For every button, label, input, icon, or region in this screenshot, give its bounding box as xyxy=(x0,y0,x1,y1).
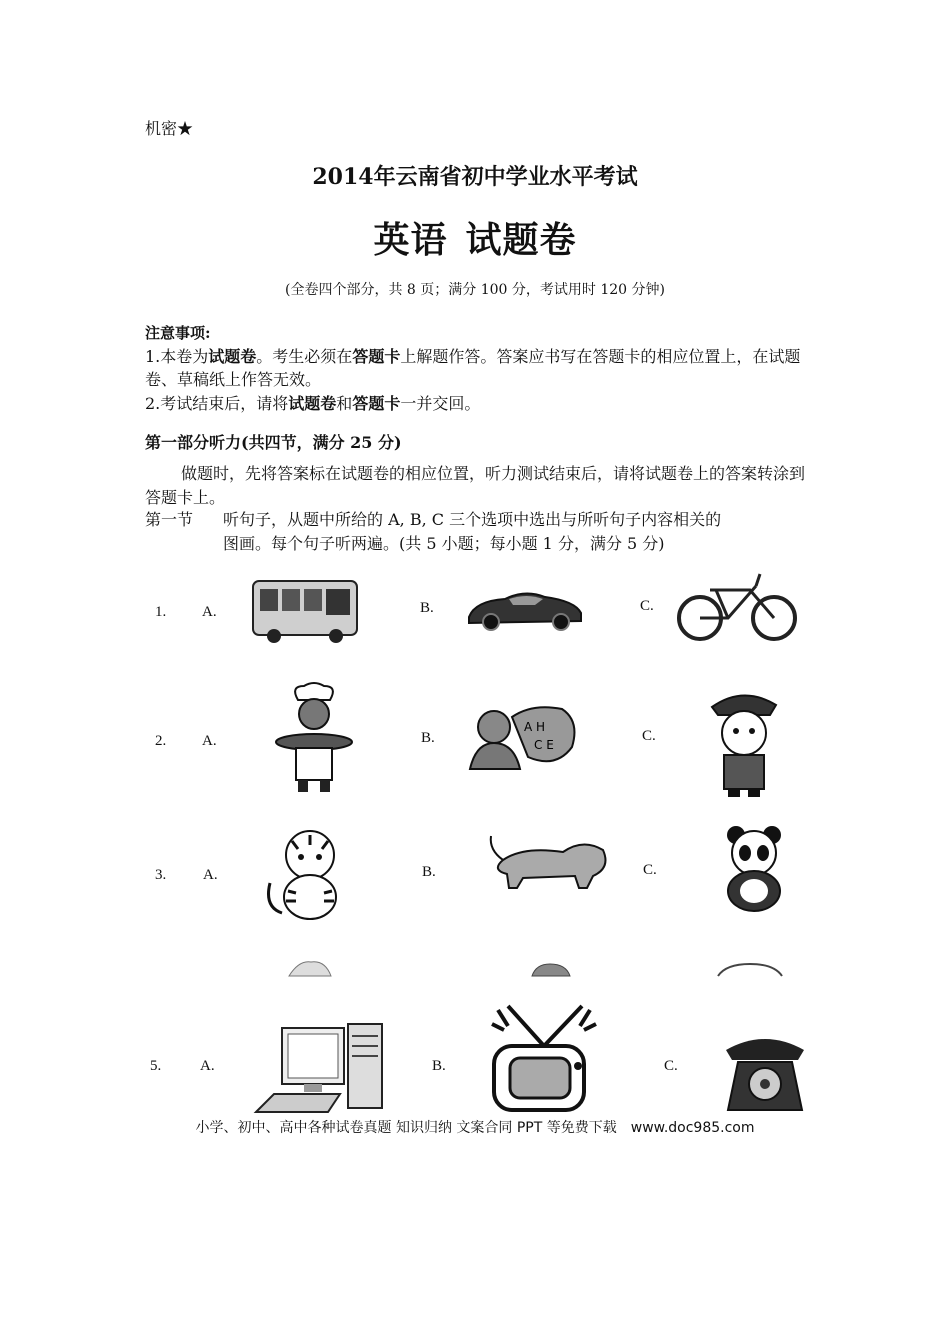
option-label: A. xyxy=(202,604,217,620)
cropped-item-icon xyxy=(716,964,784,976)
question-number: 3. xyxy=(155,867,167,883)
question-number: 2. xyxy=(155,733,167,749)
teacher-icon xyxy=(462,697,580,775)
option-label: B. xyxy=(421,730,435,746)
part-1-heading: 第一部分听力(共四节，满分 25 分) xyxy=(145,433,402,452)
television-icon xyxy=(488,1000,600,1115)
notes-heading: 注意事项: xyxy=(145,324,211,342)
telephone-icon xyxy=(722,1032,808,1112)
bus-icon xyxy=(250,575,360,645)
cropped-item-icon xyxy=(528,962,574,976)
part-1-instruction: 做题时，先将答案标在试题卷的相应位置，听力测试结束后，请将试题卷上的答案转涂到答题卡上。 xyxy=(145,464,806,507)
exam-title: 2014年云南省初中学业水平考试 xyxy=(312,164,638,190)
policeman-icon xyxy=(700,685,786,799)
option-label: B. xyxy=(422,864,436,880)
question-number: 5. xyxy=(150,1058,162,1074)
section-1-instruction: 第一节 听句子，从题中所给的 A, B, C 三个选项中选出与所听句子内容相关的 图画。每个句子听两遍。(共 5 小题；每小题 1 分，满分 5 分) xyxy=(145,510,722,553)
question-number: 1. xyxy=(155,604,167,620)
confidential-mark: 机密★ xyxy=(145,119,194,138)
option-label: C. xyxy=(664,1058,678,1074)
exam-info: (全卷四个部分，共 8 页；满分 100 分，考试用时 120 分钟) xyxy=(285,282,665,298)
option-label: C. xyxy=(640,598,654,614)
exam-subtitle xyxy=(0,212,950,263)
footer-text: 小学、初中、高中各种试卷真题 知识归纳 文案合同 PPT 等免费下载 xyxy=(195,1120,617,1136)
option-label: B. xyxy=(432,1058,446,1074)
lion-icon xyxy=(483,830,615,892)
cook-icon xyxy=(272,682,356,794)
option-label: A. xyxy=(202,733,217,749)
footer-url[interactable]: www.doc985.com xyxy=(630,1120,755,1136)
section-label: 第一节 xyxy=(145,510,194,529)
car-icon xyxy=(465,587,585,632)
computer-icon xyxy=(252,1020,387,1115)
tiger-icon xyxy=(262,827,358,922)
option-label: A. xyxy=(200,1058,215,1074)
note-1: 1.本卷为试题卷。考生必须在答题卡上解题作答。答案应书写在答题卡的相应位置上，在试题卷、草稿纸上作答无效。 xyxy=(145,347,801,389)
subject-label: 英语 xyxy=(373,219,448,261)
footer-banner xyxy=(0,1117,950,1137)
svg-text:A H: A H xyxy=(524,720,546,734)
paper-type-label: 试题卷 xyxy=(465,219,577,261)
note-2: 2.考试结束后，请将试题卷和答题卡一并交回。 xyxy=(145,394,481,413)
cropped-item-icon xyxy=(285,958,335,976)
svg-text:C E: C E xyxy=(534,738,554,752)
option-label: A. xyxy=(203,867,218,883)
option-label: C. xyxy=(643,862,657,878)
panda-icon xyxy=(714,825,794,915)
option-label: C. xyxy=(642,728,656,744)
option-label: B. xyxy=(420,600,434,616)
bicycle-icon xyxy=(676,570,798,642)
